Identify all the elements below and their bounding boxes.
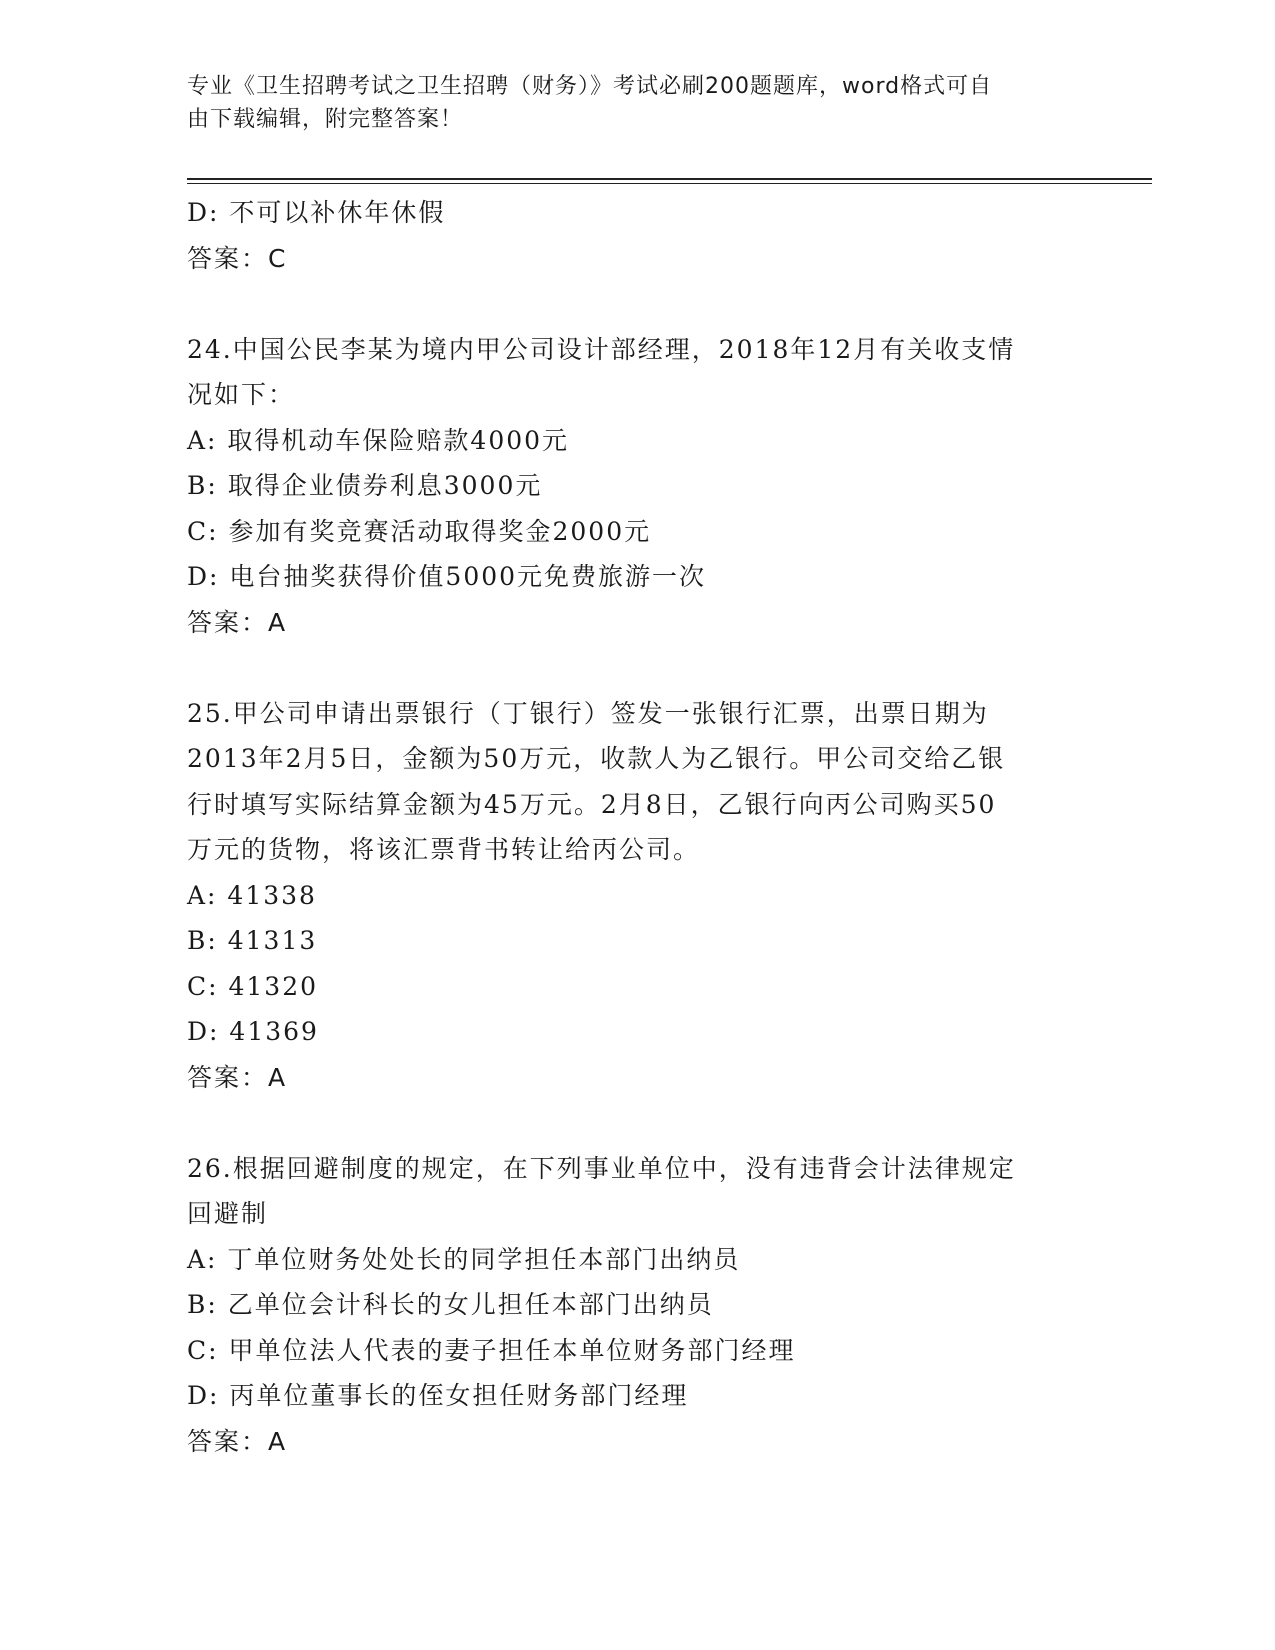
- question-25: [187, 691, 1087, 1101]
- question-stem-line: 万元的货物，将该汇票背书转让给丙公司。: [187, 835, 701, 864]
- option-c: C: 甲单位法人代表的妻子担任本单位财务部门经理: [187, 1335, 796, 1365]
- option-d: D: 丙单位董事长的侄女担任财务部门经理: [187, 1381, 689, 1410]
- header-divider-thin: [187, 183, 1152, 184]
- previous-question-answer: 答案：C: [187, 243, 288, 273]
- question-stem-line: 况如下：: [187, 380, 296, 409]
- question-stem-line: 26.根据回避制度的规定，在下列事业单位中，没有违背会计法律规定: [187, 1153, 1016, 1183]
- header-line-1: 专业《卫生招聘考试之卫生招聘（财务）》考试必刷200题题库，word格式可自: [187, 74, 993, 99]
- question-stem-line: 2013年2月5日，金额为50万元，收款人为乙银行。甲公司交给乙银: [187, 744, 1006, 773]
- question-stem-line: 行时填写实际结算金额为45万元。2月8日，乙银行向丙公司购买50: [187, 789, 997, 819]
- question-stem-line: 24.中国公民李某为境内甲公司设计部经理，2018年12月有关收支情: [187, 334, 1016, 364]
- question-26: [187, 1146, 1087, 1465]
- option-a: A: 丁单位财务处处长的同学担任本部门出纳员: [187, 1244, 741, 1274]
- question-stem-line: 25.甲公司申请出票银行（丁银行）签发一张银行汇票，出票日期为: [187, 698, 989, 728]
- option-d: D: 电台抽奖获得价值5000元免费旅游一次: [187, 562, 707, 591]
- option-d: D: 41369: [187, 1017, 319, 1046]
- option-c: C: 41320: [187, 971, 319, 1001]
- option-b: B: 取得企业债券利息3000元: [187, 471, 543, 500]
- header-divider-thick: [187, 178, 1152, 180]
- question-stem-line: 回避制: [187, 1199, 269, 1228]
- answer: 答案：A: [187, 1426, 288, 1456]
- question-24: [187, 327, 1087, 646]
- option-a: A: 41338: [187, 880, 317, 910]
- option-a: A: 取得机动车保险赔款4000元: [187, 425, 570, 455]
- header-line-2: 由下载编辑，附完整答案！: [187, 107, 464, 132]
- previous-question-option-d: D: 不可以补休年休假: [187, 198, 446, 227]
- option-c: C: 参加有奖竞赛活动取得奖金2000元: [187, 516, 652, 546]
- page-header: [187, 70, 1067, 136]
- answer: 答案：A: [187, 1062, 288, 1092]
- option-b: B: 41313: [187, 926, 318, 955]
- answer: 答案：A: [187, 607, 288, 637]
- question-list: [187, 190, 1087, 1464]
- option-b: B: 乙单位会计科长的女儿担任本部门出纳员: [187, 1290, 714, 1319]
